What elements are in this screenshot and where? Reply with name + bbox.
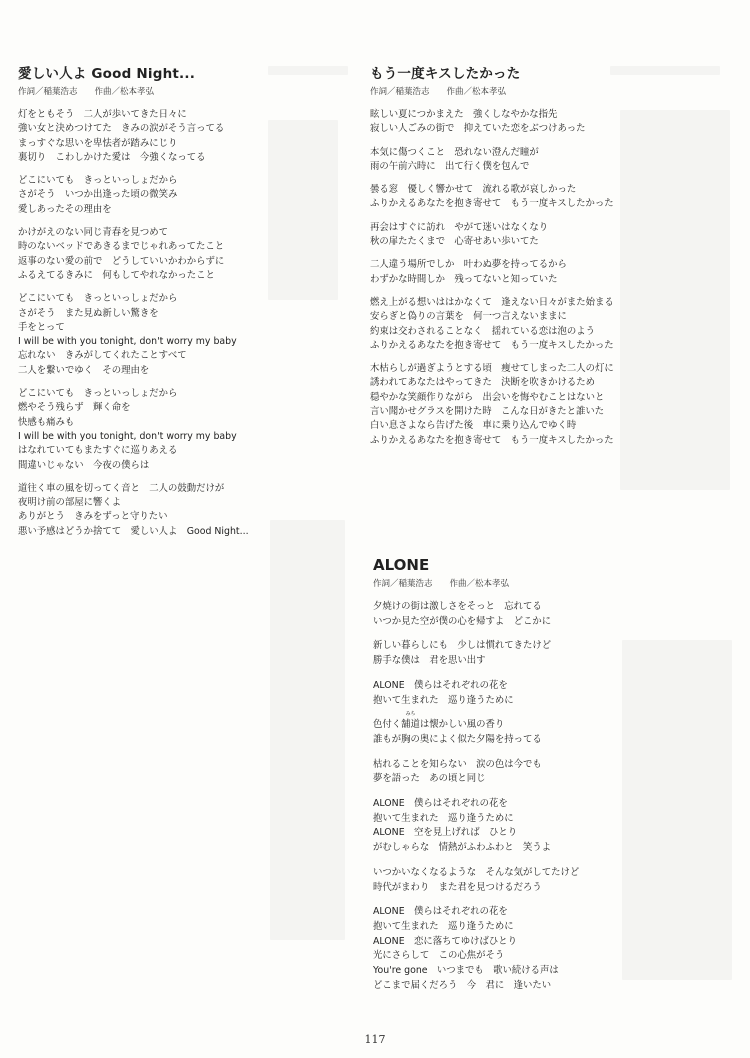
stanza xyxy=(370,108,700,137)
lyric-line: 眩しい夏につかまえた 強くしなやかな指先 xyxy=(370,109,558,120)
lyric-line: 言い聞かせグラスを開けた時 こんな日がきたと誰いた xyxy=(370,406,605,418)
lyric-line: ALONE 僕らはそれぞれの花を xyxy=(373,798,508,810)
lyric-line: 勝手な僕は 君を思い出す xyxy=(373,655,486,667)
lyric-line: ふりかえるあなたを抱き寄せて もう一度キスしたかった xyxy=(370,339,614,351)
lyric-line: 夕焼けの街は激しさをそっと 忘れてる xyxy=(373,601,542,612)
lyrics-body xyxy=(373,600,703,993)
stanza xyxy=(18,292,338,378)
lyric-line: 快感も痛みも xyxy=(18,416,75,428)
lyric-line: どこまで届くだろう 今 君に 逢いたい xyxy=(373,979,552,991)
lyric-line: You're gone いつまでも 歌い続ける声は xyxy=(373,965,559,977)
lyric-line: はなれていてもまたすぐに巡りあえる xyxy=(18,445,178,457)
lyric-line: 手をとって xyxy=(18,321,65,333)
lyric-line: 寂しい人ごみの街で 抑えていた恋をぶつけあった xyxy=(370,123,586,135)
lyric-line: 再会はすぐに訪れ やがて迷いはなくなり xyxy=(370,221,549,233)
lyric-line: ふりかえるあなたを抱き寄せて もう一度キスしたかった xyxy=(370,198,614,210)
song-alone xyxy=(373,554,703,1003)
lyric-line: さがそう また見ぬ新しい驚きを xyxy=(18,307,159,319)
lyric-line: 時代がまわり また君を見つけるだろう xyxy=(373,881,542,893)
lyric-line: 新しい暮らしにも 少しは慣れてきたけど xyxy=(373,640,552,652)
lyric-line: 光にさらして この心焦がそう xyxy=(373,950,505,962)
lyric-line: かけがえのない同じ青春を見つめて xyxy=(18,227,169,239)
stanza xyxy=(370,362,700,448)
lyric-line: 枯れることを知らない 涙の色は今でも xyxy=(373,758,542,770)
stanza xyxy=(370,296,700,353)
lyric-line: さがそう いつか出逢った頃の微笑み xyxy=(18,189,178,201)
lyric-line: 返事のない愛の前で どうしていいかわからずに xyxy=(18,255,225,267)
lyric-line: わずかな時間しか 残ってないと知っていた xyxy=(370,273,558,285)
lyric-line: どこにいても きっといっしょだから xyxy=(18,175,178,187)
song-title: 愛しい人よ Good Night... xyxy=(18,66,196,82)
lyric-line: どこにいても きっといっしょだから xyxy=(18,293,178,305)
lyric-line: 燃え上がる想いははかなくて 逢えない日々がまた始まる xyxy=(370,296,614,308)
stanza xyxy=(18,482,338,539)
lyric-line: I will be with you tonight, don't worry my baby xyxy=(18,430,237,442)
lyric-line: 曇る窓 優しく響かせて 流れる歌が哀しかった xyxy=(370,184,577,196)
song-credit: 作詞／稲葉浩志 作曲／松本孝弘 xyxy=(373,579,510,589)
lyric-line: 安らぎと偽りの言葉を 何一つ言えないままに xyxy=(370,311,567,323)
stanza xyxy=(18,174,338,217)
lyric-line: ALONE 空を見上げれば ひとり xyxy=(373,827,518,839)
show-through-mark xyxy=(270,520,345,940)
page-number: 117 xyxy=(364,1033,386,1046)
stanza xyxy=(18,387,338,473)
lyric-line: 間違いじゃない 今夜の僕らは xyxy=(18,459,150,471)
lyric-line: 二人を繋いでゆく その理由を xyxy=(18,364,150,376)
song-credit: 作詞／稲葉浩志 作曲／松本孝弘 xyxy=(370,87,507,97)
stanza xyxy=(373,711,703,747)
lyric-line: がむしゃらな 情熱がふわふわと 笑うよ xyxy=(373,842,552,854)
lyric-line: 悪い予感はどうか捨てて 愛しい人よ Good Night... xyxy=(18,525,249,537)
lyric-line: 二人違う場所でしか 叶わぬ夢を持ってるから xyxy=(370,259,567,271)
lyric-line: 秋の扉たたくまで 心寄せあい歩いてた xyxy=(370,236,539,248)
lyric-line: いつか見た空が僕の心を帰すよ どこかに xyxy=(373,615,552,627)
song-right xyxy=(370,64,700,457)
lyric-line: ALONE 僕らはそれぞれの花を xyxy=(373,679,508,691)
ruby-annotation: 舗道 みち xyxy=(401,711,420,731)
lyric-line: いつかいなくなるような そんな気がしてたけど xyxy=(373,866,580,878)
lyric-line: どこにいても きっといっしょだから xyxy=(18,388,178,400)
lyric-line: 燃やそう残らず 輝く命を xyxy=(18,402,131,414)
song-credit: 作詞／稲葉浩志 作曲／松本孝弘 xyxy=(18,87,155,97)
lyric-line: ALONE 僕らはそれぞれの花を xyxy=(373,906,508,918)
stanza xyxy=(370,146,700,175)
stanza xyxy=(370,183,700,212)
lyric-line: 愛しあったその理由を xyxy=(18,203,112,215)
lyric-line: 夢を語った あの頃と同じ xyxy=(373,773,486,785)
stanza xyxy=(18,226,338,283)
lyric-line: 灯をともそう 二人が歩いてきた日々に xyxy=(18,109,187,120)
lyrics-body xyxy=(18,108,338,539)
lyric-line: ふるえてるきみに 何もしてやれなかったこと xyxy=(18,269,215,281)
stanza xyxy=(373,639,703,668)
lyric-line: 時のないベッドであきるまでじゃれあってたこと xyxy=(18,241,225,253)
lyric-line: ありがとう きみをずっと守りたい xyxy=(18,511,168,523)
lyric-line: ALONE 恋に落ちてゆけばひとり xyxy=(373,935,518,947)
song-title: もう一度キスしたかった xyxy=(370,66,521,82)
stanza xyxy=(18,108,338,165)
lyric-line: 木枯らしが過ぎようとする頃 痩せてしまった二人の灯に xyxy=(370,363,614,375)
lyric-line: 抱いて生まれた 巡り逢うために xyxy=(373,920,514,932)
lyric-line: I will be with you tonight, don't worry my baby xyxy=(18,336,237,348)
stanza xyxy=(373,679,703,708)
lyric-line: 夜明け前の部屋に響くよ xyxy=(18,497,122,509)
lyric-line: 穏やかな笑顔作りながら 出会いを悔やむことはないと xyxy=(370,391,605,403)
lyric-line: 本気に傷つくこと 恐れない澄んだ瞳が xyxy=(370,146,539,158)
lyric-line: まっすぐな思いを卑怯者が踏みにじり xyxy=(18,137,178,149)
stanza xyxy=(373,905,703,993)
lyric-line: 色付く舗道 みち は懐かしい風の香り xyxy=(373,718,703,733)
stanza xyxy=(373,866,703,895)
ruby-reading: みち xyxy=(405,711,416,718)
lyric-line: ふりかえるあなたを抱き寄せて もう一度キスしたかった xyxy=(370,434,614,446)
lyric-line: 誰もが胸の奥によく似た夕陽を持ってる xyxy=(373,733,542,745)
lyric-line: 抱いて生まれた 巡り逢うために xyxy=(373,694,514,706)
lyric-line: 抱いて生まれた 巡り逢うために xyxy=(373,812,514,824)
stanza xyxy=(370,258,700,287)
stanza xyxy=(373,797,703,856)
lyric-line: 忘れない きみがしてくれたことすべて xyxy=(18,350,187,362)
song-title: ALONE xyxy=(373,556,430,574)
lyrics-body xyxy=(370,108,700,448)
lyric-line: 強い女と決めつけてた きみの涙がそう言ってる xyxy=(18,123,225,135)
lyric-line: 白い息さよなら告げた後 車に乗り込んでゆく時 xyxy=(370,420,577,432)
stanza xyxy=(370,221,700,250)
lyric-line: 裏切り こわしかけた愛は 今強くなってる xyxy=(18,151,206,163)
lyric-line: 雨の午前六時に 出て行く僕を包んで xyxy=(370,160,530,172)
stanza xyxy=(373,600,703,629)
lyric-line: 道往く車の風を切ってく音と 二人の鼓動だけが xyxy=(18,482,225,494)
song-left xyxy=(18,64,338,548)
stanza xyxy=(373,758,703,787)
lyric-line: 約束は交わされることなく 揺れている恋は泡のよう xyxy=(370,325,596,337)
lyric-line: 誘われてあなたはやってきた 決断を吹きかけるため xyxy=(370,377,596,389)
